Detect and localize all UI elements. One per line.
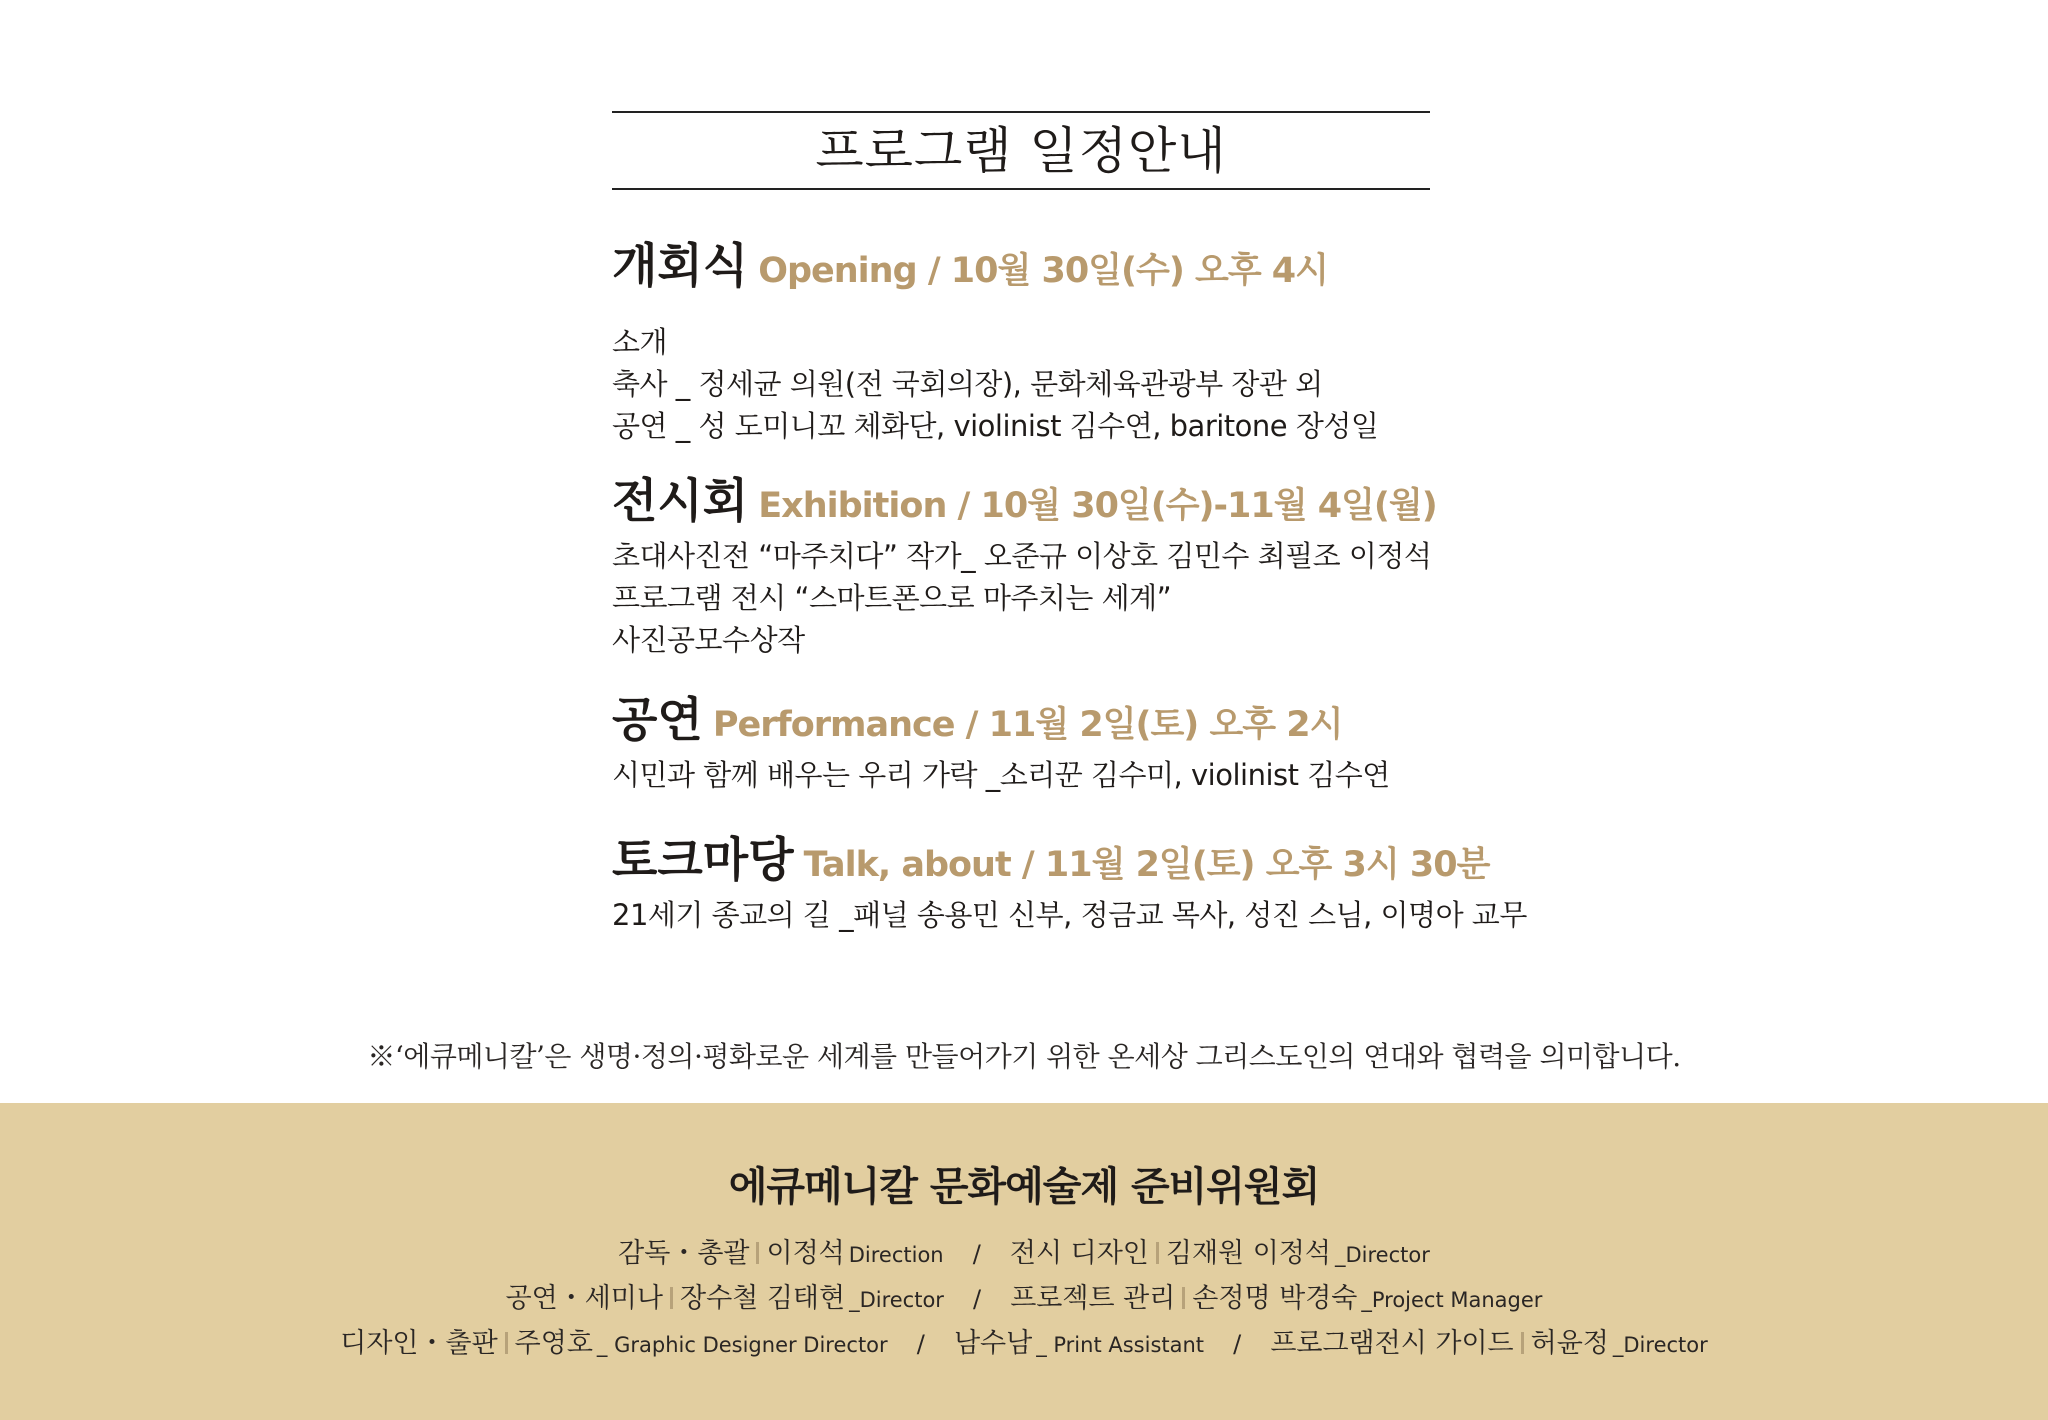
credit-divider [505, 1332, 508, 1354]
credit-divider [670, 1287, 673, 1309]
credit-row [0, 1321, 2048, 1360]
credit-separator: / [1233, 1330, 1242, 1358]
committee-band [0, 1103, 2048, 1420]
credit-role: 감독・총괄 [618, 1238, 750, 1269]
committee-title: 에큐메니칼 문화예술제 준비위원회 [728, 1164, 1320, 1210]
credit-names: 이정석 [766, 1238, 845, 1269]
credit-english: Direction [848, 1243, 944, 1267]
section-line: 초대사진전 “마주치다” 작가_ 오준규 이상호 김민수 최필조 이정석 [612, 539, 1432, 573]
credit-english: _ Graphic Designer Director [596, 1333, 888, 1357]
credit-row [0, 1276, 2048, 1315]
credit-divider [1182, 1287, 1185, 1309]
section-title-ko: 공연 [612, 693, 703, 748]
section-line: 시민과 함께 배우는 우리 가락 _소리꾼 김수미, violinist 김수연 [612, 758, 1390, 792]
credit-role: 디자인・출판 [340, 1328, 498, 1359]
section-exhibition [612, 474, 1437, 661]
credit-divider [1156, 1242, 1159, 1264]
section-title-ko: 전시회 [612, 474, 749, 529]
credit-english: _ Print Assistant [1036, 1333, 1205, 1357]
credit-role: 전시 디자인 [1009, 1238, 1149, 1269]
section-line: 21세기 종교의 길 _패널 송용민 신부, 정금교 목사, 성진 스님, 이명아 교무 [612, 898, 1527, 932]
credit-separator: / [916, 1330, 925, 1358]
credit-english: _Director [849, 1288, 944, 1312]
credit-names: 김재원 이정석 [1165, 1238, 1331, 1269]
section-line: 사진공모수상작 [612, 623, 805, 657]
credit-separator: / [972, 1240, 981, 1268]
section-title-en: Opening / 10월 30일(수) 오후 4시 [758, 251, 1328, 291]
title-top-rule [612, 111, 1430, 113]
section-title-ko: 토크마당 [612, 833, 794, 888]
section-line: 프로그램 전시 “스마트폰으로 마주치는 세계” [612, 581, 1172, 615]
section-talk [612, 833, 1527, 936]
credit-names: 손정명 박경숙 [1192, 1283, 1358, 1314]
section-title-en: Talk, about / 11월 2일(토) 오후 3시 30분 [803, 845, 1490, 885]
credit-names: 장수철 김태현 [679, 1283, 846, 1314]
section-heading [612, 239, 1378, 294]
credit-row [0, 1231, 2048, 1270]
credit-divider [756, 1242, 759, 1264]
section-line: 소개 [612, 325, 668, 359]
section-title-en: Exhibition / 10월 30일(수)-11월 4일(월) [758, 486, 1437, 526]
credit-role: 공연・세미나 [505, 1283, 663, 1314]
credit-english: _Project Manager [1361, 1288, 1543, 1312]
section-heading [612, 474, 1437, 529]
section-opening [612, 239, 1379, 447]
credit-role: 프로그램전시 가이드 [1270, 1328, 1514, 1359]
section-line: 축사 _ 정세균 의원(전 국회의장), 문화체육관광부 장관 외 [612, 367, 1323, 401]
ecumenical-notice: ※‘에큐메니칼’은 생명·정의·평화로운 세계를 만들어가기 위한 온세상 그리스도인의 연대와 협력을 의미합니다. [367, 1040, 1681, 1073]
section-title-en: Performance / 11월 2일(토) 오후 2시 [712, 705, 1343, 745]
credit-english: _Director [1334, 1243, 1430, 1267]
credit-divider [1521, 1332, 1524, 1354]
section-performance [612, 693, 1390, 796]
credit-english: _Director [1612, 1333, 1708, 1357]
credit-role: 프로젝트 관리 [1010, 1283, 1176, 1314]
credit-names: 허윤정 [1530, 1328, 1609, 1359]
title-bottom-rule [612, 188, 1430, 190]
credit-separator: / [973, 1285, 982, 1313]
section-heading [612, 693, 1390, 748]
page-title: 프로그램 일정안내 [815, 122, 1227, 180]
section-title-ko: 개회식 [612, 239, 749, 294]
credit-names: 남수남 [953, 1328, 1033, 1359]
section-line: 공연 _ 성 도미니꼬 체화단, violinist 김수연, baritone 장성일 [612, 409, 1379, 443]
credit-names: 주영호 [514, 1328, 593, 1359]
section-heading [612, 833, 1527, 888]
